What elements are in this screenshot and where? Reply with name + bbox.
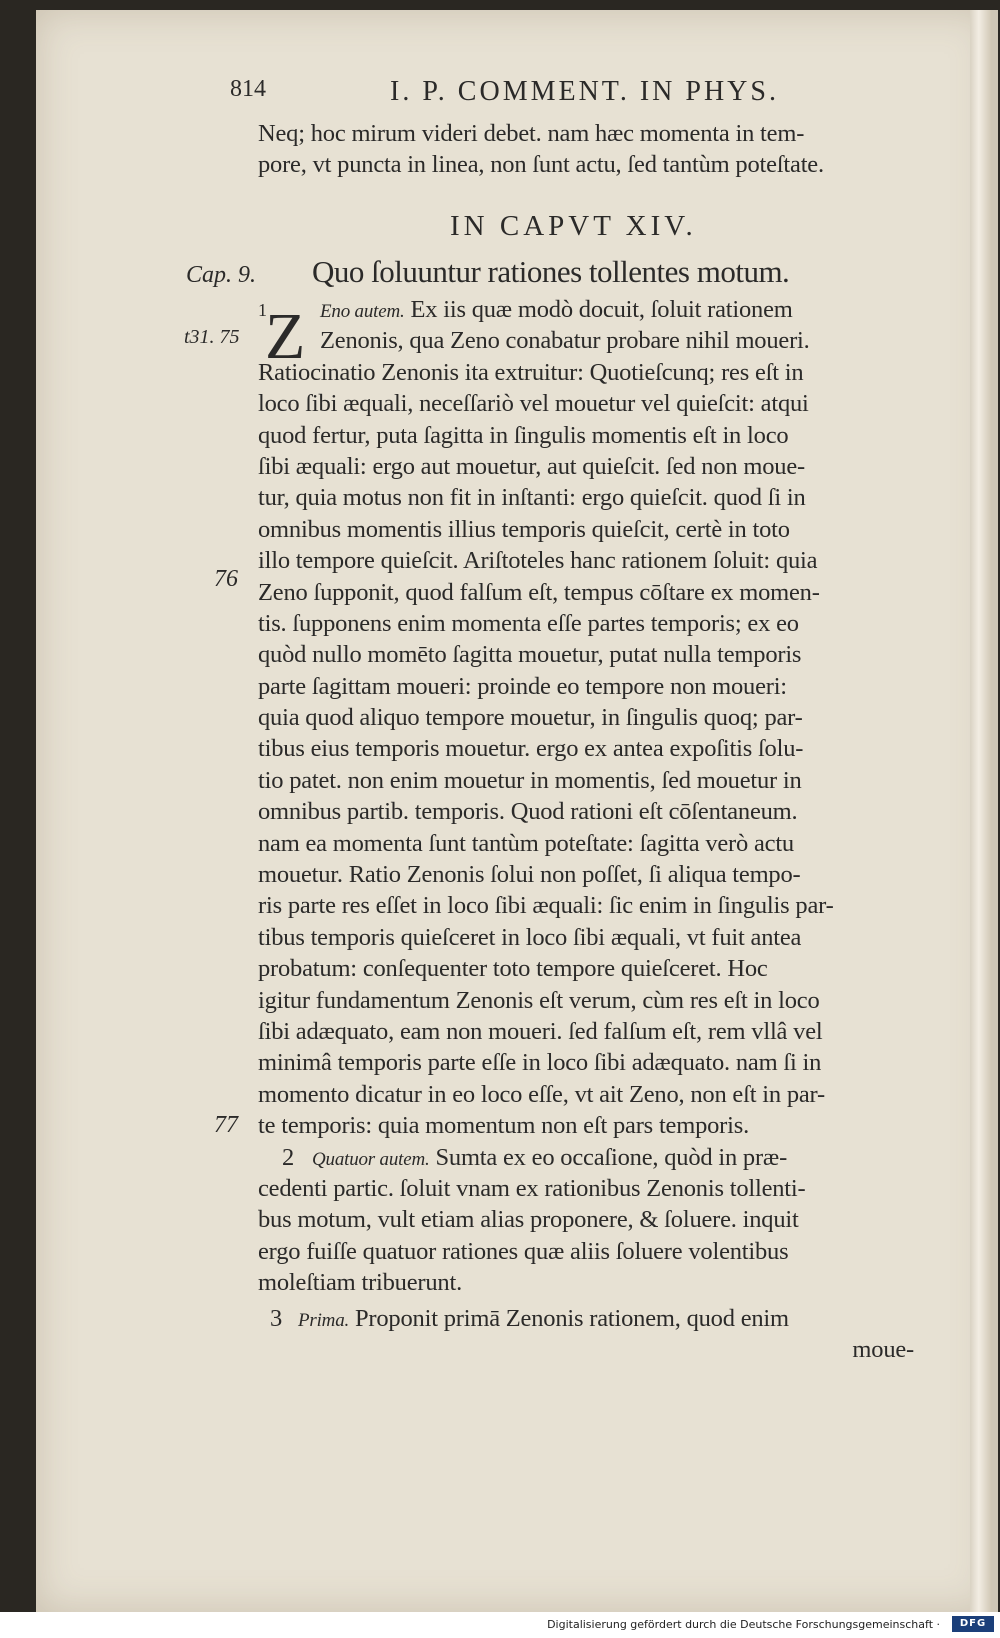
margin-ref: 77 bbox=[214, 1112, 238, 1138]
intro-text bbox=[258, 118, 948, 181]
running-header bbox=[230, 76, 920, 116]
text-line: loco ſibi æquali, neceſſariò vel mouetur vel quieſcit: atqui bbox=[258, 390, 809, 418]
text-line: probatum: conſequenter toto tempore quieſceret. Hoc bbox=[258, 955, 768, 983]
intro-line: pore, vt puncta in linea, non ſunt actu, ſed tantùm poteſtate. bbox=[258, 151, 824, 179]
text-span: Sumta ex eo occaſione, quòd in præ- bbox=[435, 1143, 788, 1171]
text-line: omnibus momentis illius temporis quieſcit, certè in toto bbox=[258, 515, 790, 543]
catchword: moue- bbox=[852, 1335, 914, 1363]
footer-bar bbox=[0, 1612, 1000, 1638]
chapter-heading: IN CAPVT XIV. bbox=[450, 210, 697, 242]
intro-line: Neq; hoc mirum videri debet. nam hæc momenta in tem- bbox=[258, 120, 805, 147]
text-line: illo tempore quieſcit. Ariſtoteles hanc rationem ſoluit: quia bbox=[258, 547, 818, 575]
dfg-logo: DFG bbox=[952, 1616, 994, 1632]
text-line: momento dicatur in eo loco eſſe, vt ait Zeno, non eſt in par- bbox=[258, 1080, 825, 1108]
text-line: tibus eius temporis mouetur. ergo ex antea expoſitis ſolu- bbox=[258, 735, 804, 763]
text-line: cedenti partic. ſoluit vnam ex rationibus Zenonis tollenti- bbox=[258, 1174, 806, 1202]
lemma: Eno autem. bbox=[320, 301, 405, 322]
text-span: Ex iis quæ modò docuit, ſoluit rationem bbox=[410, 296, 793, 323]
text-line: bus motum, vult etiam alias proponere, & ſoluere. inquit bbox=[258, 1206, 799, 1234]
text-span: Proponit primā Zenonis rationem, quod enim bbox=[355, 1304, 789, 1332]
lemma: Prima. bbox=[298, 1309, 350, 1331]
running-title: I. P. COMMENT. IN PHYS. bbox=[390, 76, 779, 107]
text-line: Ratiocinatio Zenonis ita extruitur: Quotieſcunq; res eſt in bbox=[258, 358, 804, 386]
text-line: mouetur. Ratio Zenonis ſolui non poſſet, ſi aliqua tempo- bbox=[258, 861, 801, 889]
text-line: quia quod aliquo tempore mouetur, in ſingulis quoq; par- bbox=[258, 704, 803, 732]
text-line: minimâ temporis parte eſſe in loco ſibi adæquato. nam ſi in bbox=[258, 1049, 822, 1077]
margin-ref: 76 bbox=[214, 566, 238, 592]
text-line: moleſtiam tribuerunt. bbox=[258, 1269, 463, 1297]
text-line: tibus temporis quieſceret in loco ſibi æquali, vt fuit antea bbox=[258, 923, 802, 951]
page-number: 814 bbox=[230, 76, 266, 102]
text-line: igitur fundamentum Zenonis eſt verum, cùm res eſt in loco bbox=[258, 986, 820, 1014]
margin-ref: t31. 75 bbox=[184, 326, 240, 348]
chapter-subtitle: Quo ſoluuntur rationes tollentes motum. bbox=[312, 254, 790, 289]
main-text bbox=[258, 294, 948, 1365]
text-line: tis. ſupponens enim momenta eſſe partes temporis; ex eo bbox=[258, 609, 799, 637]
text-line: ſibi æquali: ergo aut mouetur, aut quieſcit. ſed non moue- bbox=[258, 452, 805, 480]
section-number: 1 bbox=[258, 300, 267, 320]
text-line: Zeno ſupponit, quod falſum eſt, tempus cōſtare ex momen- bbox=[258, 578, 820, 606]
text-line bbox=[258, 1142, 948, 1173]
text-line: omnibus partib. temporis. Quod rationi eſt cōſentaneum. bbox=[258, 798, 798, 826]
text-line: tio patet. non enim mouetur in momentis, ſed mouetur in bbox=[258, 766, 802, 794]
text-line: Zenonis, qua Zeno conabatur probare nihil moueri. bbox=[320, 327, 810, 355]
section-number: 2 bbox=[282, 1143, 295, 1171]
text-line bbox=[258, 1303, 948, 1334]
section-number: 3 bbox=[270, 1304, 283, 1332]
text-line: ergo fuiſſe quatuor rationes quæ aliis ſoluere volentibus bbox=[258, 1237, 789, 1265]
page-edge bbox=[970, 10, 992, 1612]
text-line: te temporis: quia momentum non eſt pars temporis. bbox=[258, 1112, 750, 1140]
footer-credit: Digitalisierung gefördert durch die Deutsche Forschungsgemeinschaft · bbox=[547, 1618, 940, 1631]
text-line: tur, quia motus non fit in inſtanti: ergo quieſcit. quod ſi in bbox=[258, 484, 806, 512]
text-line: quod fertur, puta ſagitta in ſingulis momentis eſt in loco bbox=[258, 421, 789, 449]
text-line: ris parte res eſſet in loco ſibi æquali: ſic enim in ſingulis par- bbox=[258, 892, 834, 920]
lemma: Quatuor autem. bbox=[312, 1148, 430, 1170]
text-line: parte ſagittam moueri: proinde eo tempore non moueri: bbox=[258, 672, 787, 700]
text-line: ſibi adæquato, eam non moueri. ſed falſum eſt, rem vllâ vel bbox=[258, 1017, 823, 1045]
text-line: nam ea momenta ſunt tantùm poteſtate: ſagitta verò actu bbox=[258, 829, 794, 857]
text-line: quòd nullo momēto ſagitta mouetur, putat nulla temporis bbox=[258, 641, 802, 669]
margin-cap: Cap. 9. bbox=[186, 262, 257, 288]
initial-letter: Z bbox=[265, 300, 306, 373]
text-line bbox=[258, 294, 948, 325]
